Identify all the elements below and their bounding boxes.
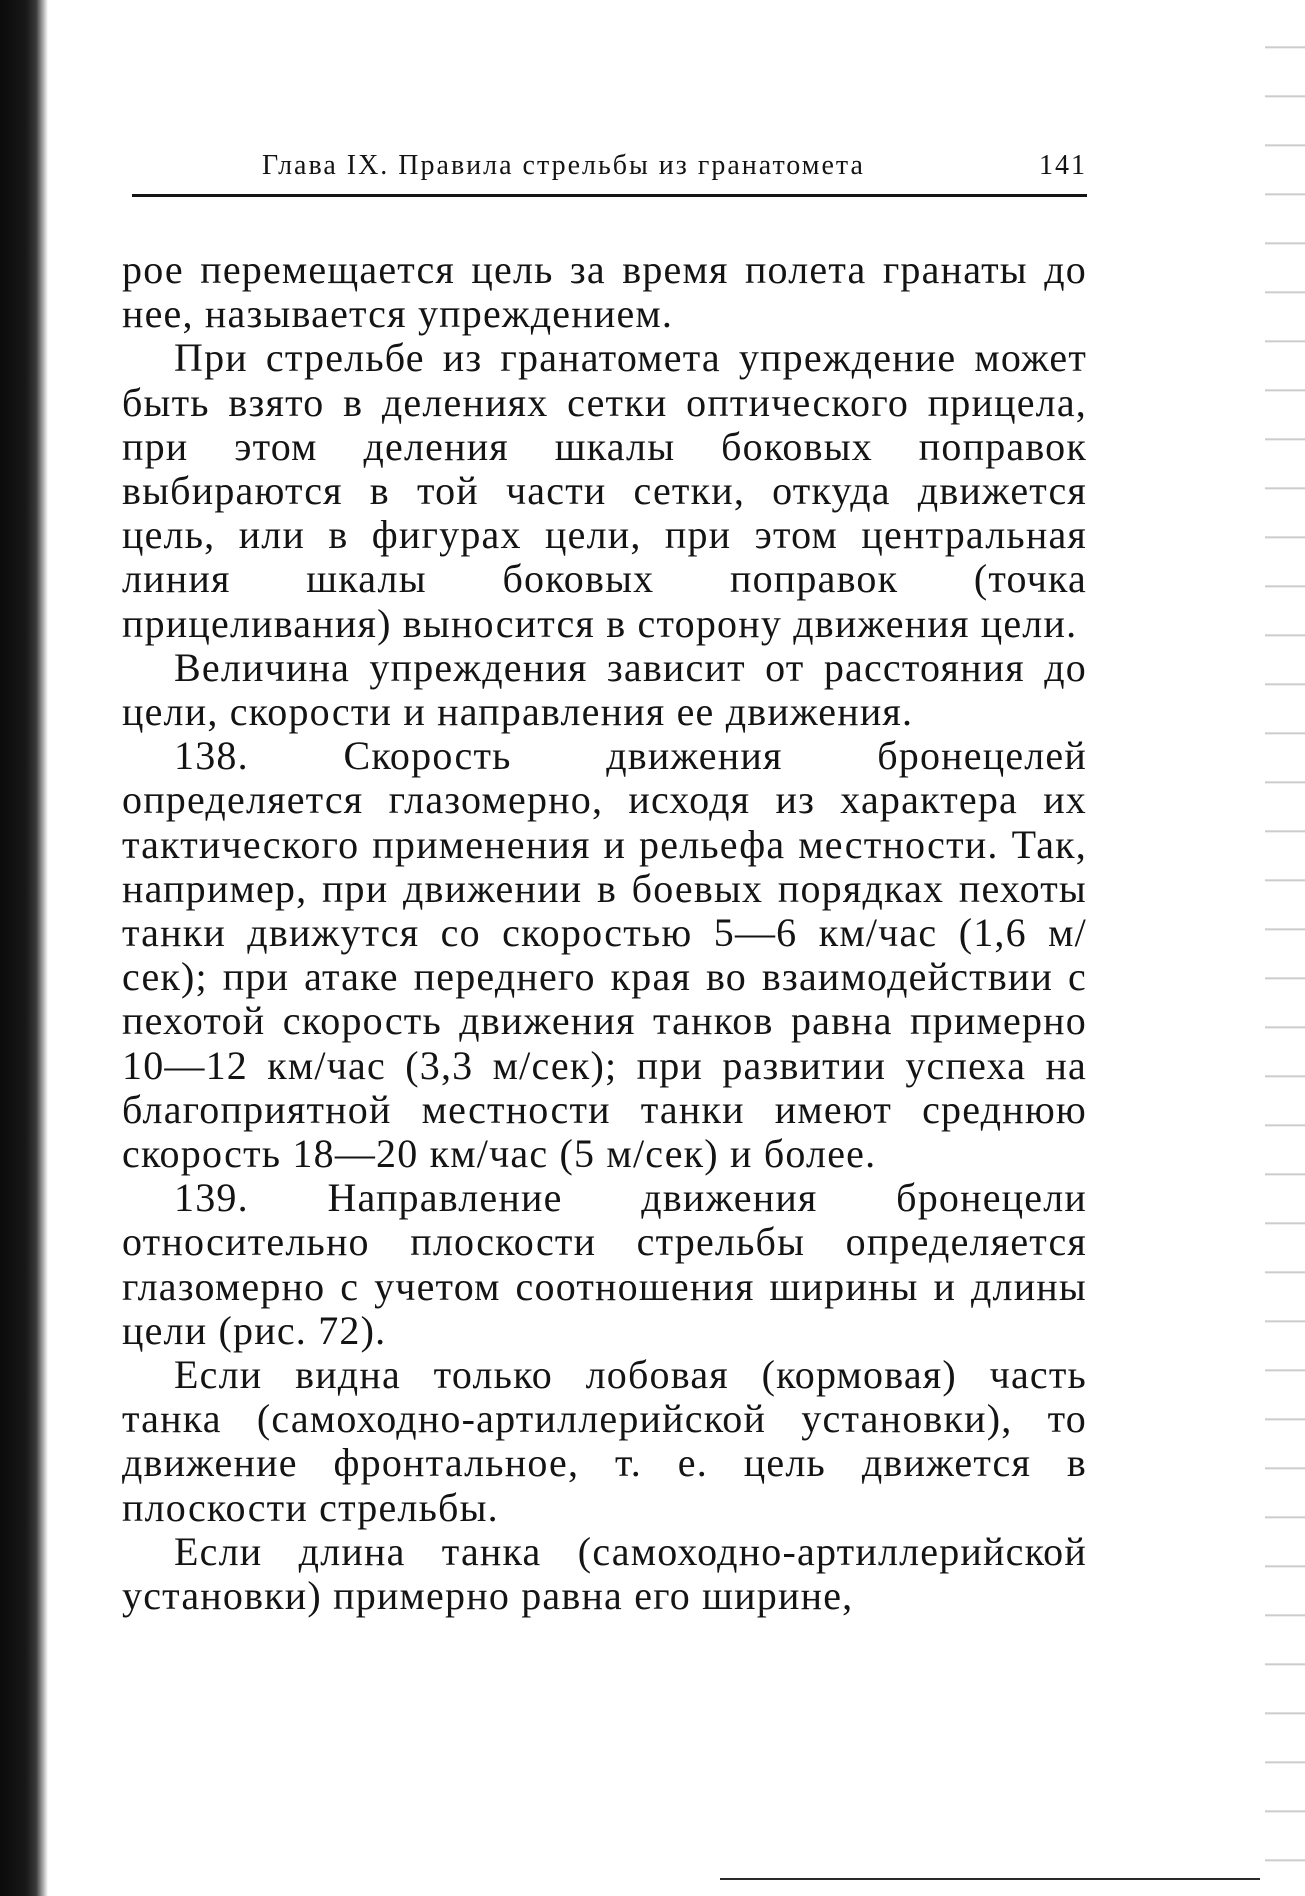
page-number: 141 <box>1039 150 1087 181</box>
paragraph-139-target-direction: 139. Направление движения бронецели относительно плоскости стрельбы определяется глазомерно с учетом соотношения ширины и длины цели (рис. 72). <box>122 1175 1087 1353</box>
scan-bottom-edge <box>720 1878 1260 1880</box>
paragraph-continuation: рое перемещается цель за время полета гранаты до нее, называется упреждением. <box>122 247 1087 337</box>
paragraph-lead-sighting: При стрельбе из гранатомета упреждение может быть взято в делениях сетки оптического прицела, при этом деления шкалы боковых поправок выбираются в той части сетки, откуда движется цель, или в фигурах цели, при этом центральная линия шкалы боковых поправок (точка прицеливания) выносится в сторону движения цели. <box>122 335 1087 646</box>
paragraph-diagonal-movement: Если длина танка (самоходно-артиллерийской установки) примерно равна его ширине, <box>122 1528 1087 1619</box>
running-head <box>132 150 1087 190</box>
running-title: Глава IX. Правила стрельбы из гранатомета <box>262 150 865 181</box>
body-text <box>122 248 1087 1618</box>
scan-binding-shadow <box>0 0 48 1896</box>
paragraph-frontal-movement: Если видна только лобовая (кормовая) часть танка (самоходно-артиллерийской установки), то движение фронтальное, т. е. цель движется в плоскости стрельбы. <box>122 1352 1087 1530</box>
scan-edge-noise <box>1265 0 1305 1896</box>
paragraph-lead-factors: Величина упреждения зависит от расстояния до цели, скорости и направления ее движения. <box>122 644 1087 735</box>
paragraph-138-target-speed: 138. Скорость движения бронецелей определяется глазомерно, исходя из характера их тактического применения и рельефа местности. Так, например, при движении в боевых порядках пехоты танки движутся со скоростью 5—6 км/час (1,6 м/сек); при атаке переднего края во взаимодействии с пехотой скорость движения танков равна примерно 10—12 км/час (3,3 м/сек); при развитии успеха на благоприятной местности танки имеют среднюю скорость 18—20 км/час (5 м/сек) и более. <box>122 733 1087 1177</box>
header-rule <box>132 194 1087 197</box>
